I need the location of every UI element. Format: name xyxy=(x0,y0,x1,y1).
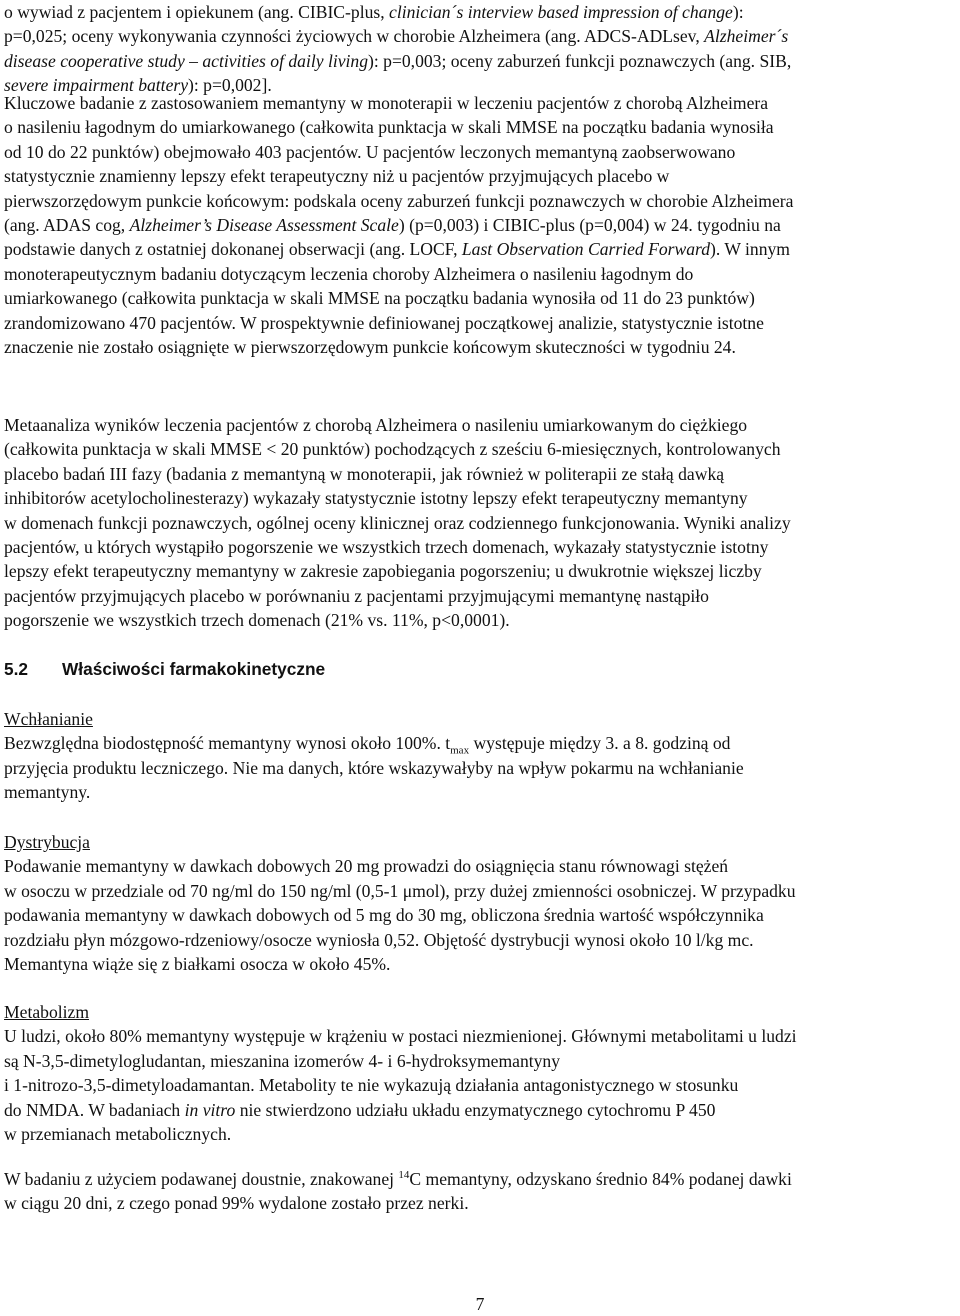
text-line: i 1-nitrozo-3,5-dimetyloadamantan. Metabolity te nie wykazują działania antagonistycznego w stosunku xyxy=(4,1075,739,1096)
text-line: U ludzi, około 80% memantyny występuje w krążeniu w postaci niezmienionej. Głównymi metabolitami u ludzi xyxy=(4,1026,797,1047)
section-heading xyxy=(4,657,325,681)
text-line: memantyny. xyxy=(4,782,91,803)
text-line: severe impairment battery): p=0,002]. xyxy=(4,75,272,96)
lead-paragraph xyxy=(0,0,795,98)
text-line: p=0,025; oceny wykonywania czynności życiowych w chorobie Alzheimera (ang. ADCS-ADLsev, Alzheimer´s xyxy=(4,26,789,47)
text-line: pacjentów przyjmujących placebo w porównaniu z pacjentami przyjmującymi memantynę nastąpiło xyxy=(4,585,709,606)
text-line: placebo badań III fazy (badania z memantyną w monoterapii, jak również w politerapii ze stałą dawką xyxy=(4,463,725,484)
text-line: umiarkowanego (całkowita punktacja w skali MMSE na początku badania wynosiła od 11 do 23 punktów) xyxy=(4,288,755,309)
text-line: w domenach funkcji poznawczych, ogólnej oceny klinicznej oraz codziennego funkcjonowania. Wyniki analizy xyxy=(4,512,791,533)
distribution-block xyxy=(0,830,800,976)
text-line: Kluczowe badanie z zastosowaniem memantyny w monoterapii w leczeniu pacjentów z chorobą Alzheimera xyxy=(4,93,769,113)
monotherapy-paragraph xyxy=(0,91,797,359)
absorption-heading: Wchłanianie xyxy=(4,709,93,729)
text-line: rozdziału płyn mózgowo-rdzeniowy/osocze wyniosła 0,52. Objętość dystrybucji wynosi około 10 l/kg mc. xyxy=(4,929,754,950)
section-number: 5.2 xyxy=(4,659,29,679)
excretion-paragraph xyxy=(0,1167,796,1216)
text-line: Podawanie memantyny w dawkach dobowych 20 mg prowadzi do osiągnięcia stanu równowagi stężeń xyxy=(4,856,729,877)
text-line: pierwszorzędowym punkcie końcowym: podskala oceny zaburzeń funkcji poznawczych w chorobie Alzheimera xyxy=(4,190,794,211)
page-number: 7 xyxy=(475,1294,485,1314)
text-line: podstawie danych z ostatniej dokonanej obserwacji (ang. LOCF, Last Observation Carried Forward). W innym xyxy=(4,239,790,260)
text-line: statystycznie znamienny lepszy efekt terapeutyczny niż u pacjentów przyjmujących placebo w xyxy=(4,166,670,187)
metabolism-heading: Metabolizm xyxy=(4,1002,90,1022)
text-line: Metaanaliza wyników leczenia pacjentów z chorobą Alzheimera o nasileniu umiarkowanym do ciężkiego xyxy=(4,415,748,435)
text-line: pacjentów, u których wystąpiło pogorszenie we wszystkich trzech domenach, wykazały statystycznie istotny xyxy=(4,537,769,558)
text-line: disease cooperative study – activities of daily living): p=0,003; oceny zaburzeń funkcji poznawczych (ang. SIB, xyxy=(4,50,792,71)
text-line: o nasileniu łagodnym do umiarkowanego (całkowita punktacja w skali MMSE na początku badania wynosiła xyxy=(4,117,774,138)
text-line: są N-3,5-dimetylogludantan, mieszanina izomerów 4- i 6-hydroksymemantyny xyxy=(4,1050,561,1071)
text-line: (całkowita punktacja w skali MMSE < 20 punktów) pochodzących z sześciu 6-miesięcznych, kontrolowanych xyxy=(4,439,781,460)
text-line: inhibitorów acetylocholinesterazy) wykazały statystycznie istotny lepszy efekt terapeutyczny memantyny xyxy=(4,488,748,509)
text-line: znaczenie nie zostało osiągnięte w pierwszorzędowym punkcie końcowym skuteczności w tygodniu 24. xyxy=(4,337,736,358)
text-line: podawania memantyny w dawkach dobowych od 5 mg do 30 mg, obliczona średnia wartość współczynnika xyxy=(4,905,764,926)
metabolism-block xyxy=(0,1000,801,1146)
absorption-block xyxy=(0,707,748,805)
text-line: lepszy efekt terapeutyczny memantyny w zakresie zapobiegania pogorszeniu; u dwukrotnie większej liczby xyxy=(4,561,762,582)
text-line: w osoczu w przedziale od 70 ng/ml do 150 ng/ml (0,5-1 μmol), przy dużej zmienności osobniczej. W przypadku xyxy=(4,880,796,901)
text-line: w ciągu 20 dni, z czego ponad 99% wydalone zostało przez nerki. xyxy=(4,1193,469,1214)
text-line: w przemianach metabolicznych. xyxy=(4,1124,232,1145)
text-line: (ang. ADAS cog, Alzheimer’s Disease Assessment Scale) (p=0,003) i CIBIC-plus (p=0,004) w 24. tygodniu na xyxy=(4,215,781,236)
text-line: przyjęcia produktu leczniczego. Nie ma danych, które wskazywałyby na wpływ pokarmu na wchłanianie xyxy=(4,757,744,778)
text-line: Bezwzględna biodostępność memantyny wynosi około 100%. $t_{max}$ występuje między 3. a 8. godziną od xyxy=(4,733,731,757)
text-line: Memantyna wiąże się z białkami osocza w około 45%. xyxy=(4,954,391,975)
text-line: od 10 do 22 punktów) obejmowało 403 pacjentów. U pacjentów leczonych memantyną zaobserwowano xyxy=(4,141,736,162)
text-line: do NMDA. W badaniach in vitro nie stwierdzono udziału układu enzymatycznego cytochromu P 450 xyxy=(4,1099,716,1120)
text-line: zrandomizowano 470 pacjentów. W prospektywnie definiowanej początkowej analizie, statystycznie istotne xyxy=(4,312,764,333)
text-line: pogorszenie we wszystkich trzech domenach (21% vs. 11%, p<0,0001). xyxy=(4,610,510,631)
text-line: W badaniu z użyciem podawanej doustnie, znakowanej $^{14}$C memantyny, odzyskano średnio 84% podanej dawki xyxy=(4,1169,792,1189)
metaanalysis-paragraph xyxy=(0,413,795,633)
text-line: o wywiad z pacjentem i opiekunem (ang. CIBIC-plus, clinician´s interview based impression of change): xyxy=(4,2,744,22)
distribution-heading: Dystrybucja xyxy=(4,832,90,852)
section-title: Właściwości farmakokinetyczne xyxy=(62,659,326,679)
text-line: monoterapeutycznym badaniu dotyczącym leczenia choroby Alzheimera o nasileniu łagodnym do xyxy=(4,263,694,284)
